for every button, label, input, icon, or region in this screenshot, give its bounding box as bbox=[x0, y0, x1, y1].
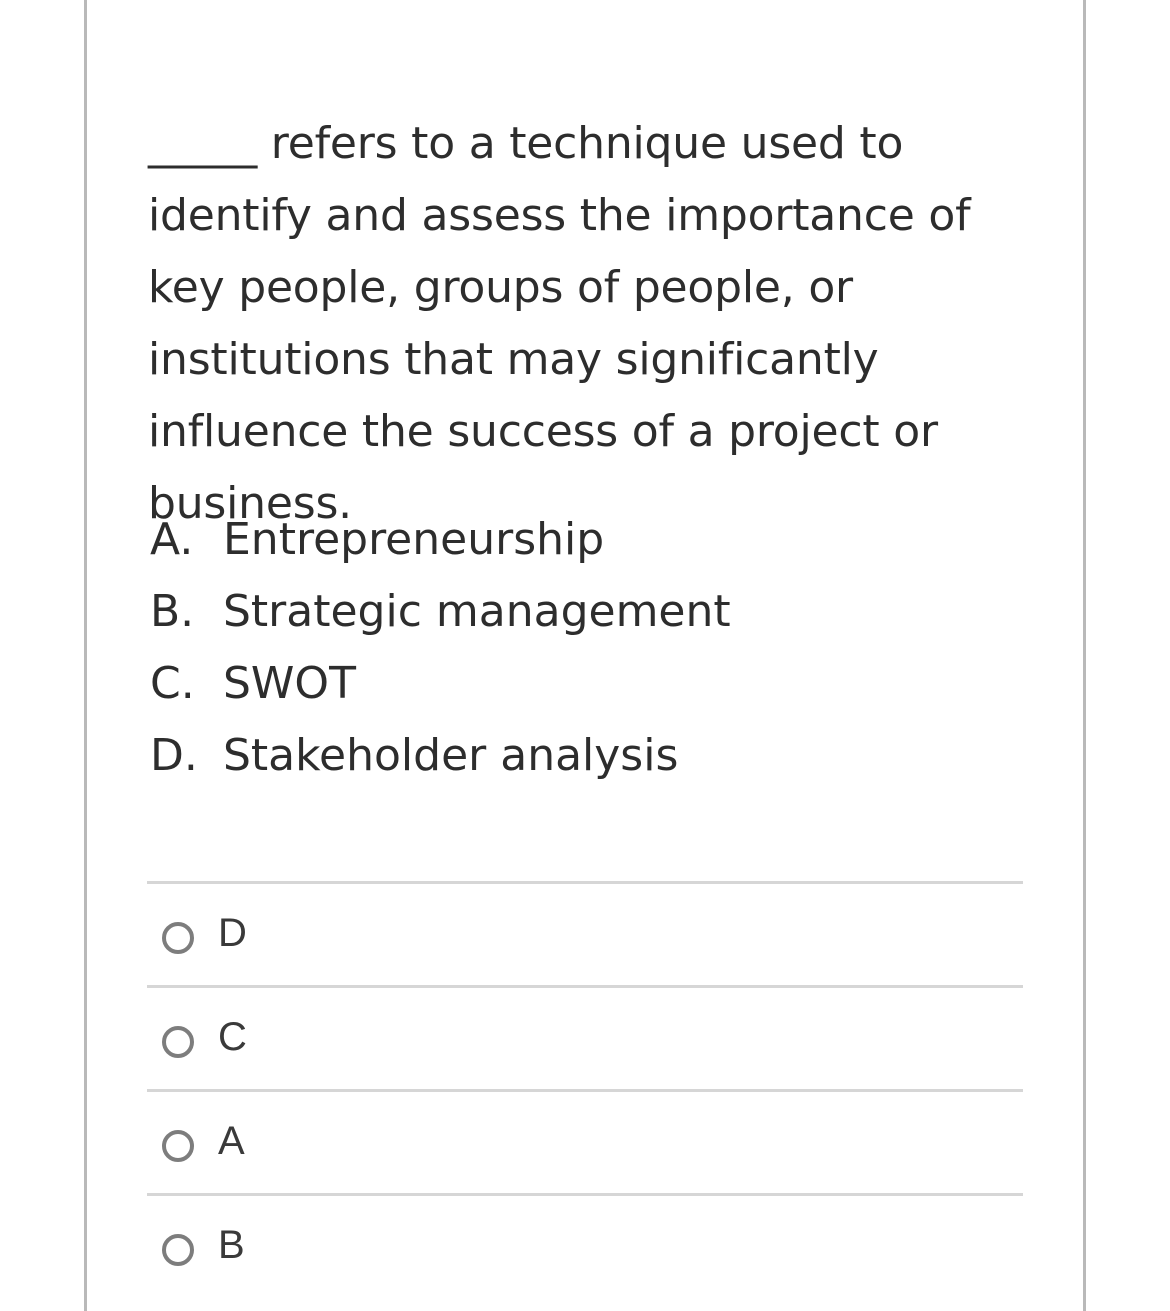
option-letter: C. bbox=[150, 658, 195, 709]
radio-button-icon[interactable] bbox=[162, 1234, 194, 1266]
radio-button-icon[interactable] bbox=[162, 922, 194, 954]
option-text: SWOT bbox=[223, 658, 356, 709]
option-text: Entrepreneurship bbox=[223, 514, 605, 565]
option-item bbox=[150, 648, 731, 720]
option-list bbox=[150, 504, 731, 792]
answer-label: A bbox=[218, 1119, 245, 1163]
option-item bbox=[150, 504, 731, 576]
answer-choices bbox=[147, 881, 1023, 1297]
answer-label: D bbox=[218, 911, 247, 955]
answer-choice-c[interactable] bbox=[147, 985, 1023, 1089]
answer-choice-a[interactable] bbox=[147, 1089, 1023, 1193]
question-text: _____ refers to a technique used to identify and assess the importance of key people, groups of people, or institutions that may significantly influence the success of a project or business. bbox=[148, 118, 971, 529]
option-text: Stakeholder analysis bbox=[223, 730, 679, 781]
option-item bbox=[150, 720, 731, 792]
radio-button-icon[interactable] bbox=[162, 1130, 194, 1162]
option-text: Strategic management bbox=[223, 586, 731, 637]
option-letter: B. bbox=[150, 586, 195, 637]
answer-choice-b[interactable] bbox=[147, 1193, 1023, 1297]
answer-label: C bbox=[218, 1015, 247, 1059]
answer-label: B bbox=[218, 1223, 245, 1267]
option-letter: D. bbox=[150, 730, 198, 781]
option-letter: A. bbox=[150, 514, 194, 565]
option-item bbox=[150, 576, 731, 648]
radio-button-icon[interactable] bbox=[162, 1026, 194, 1058]
answer-choice-d[interactable] bbox=[147, 881, 1023, 985]
